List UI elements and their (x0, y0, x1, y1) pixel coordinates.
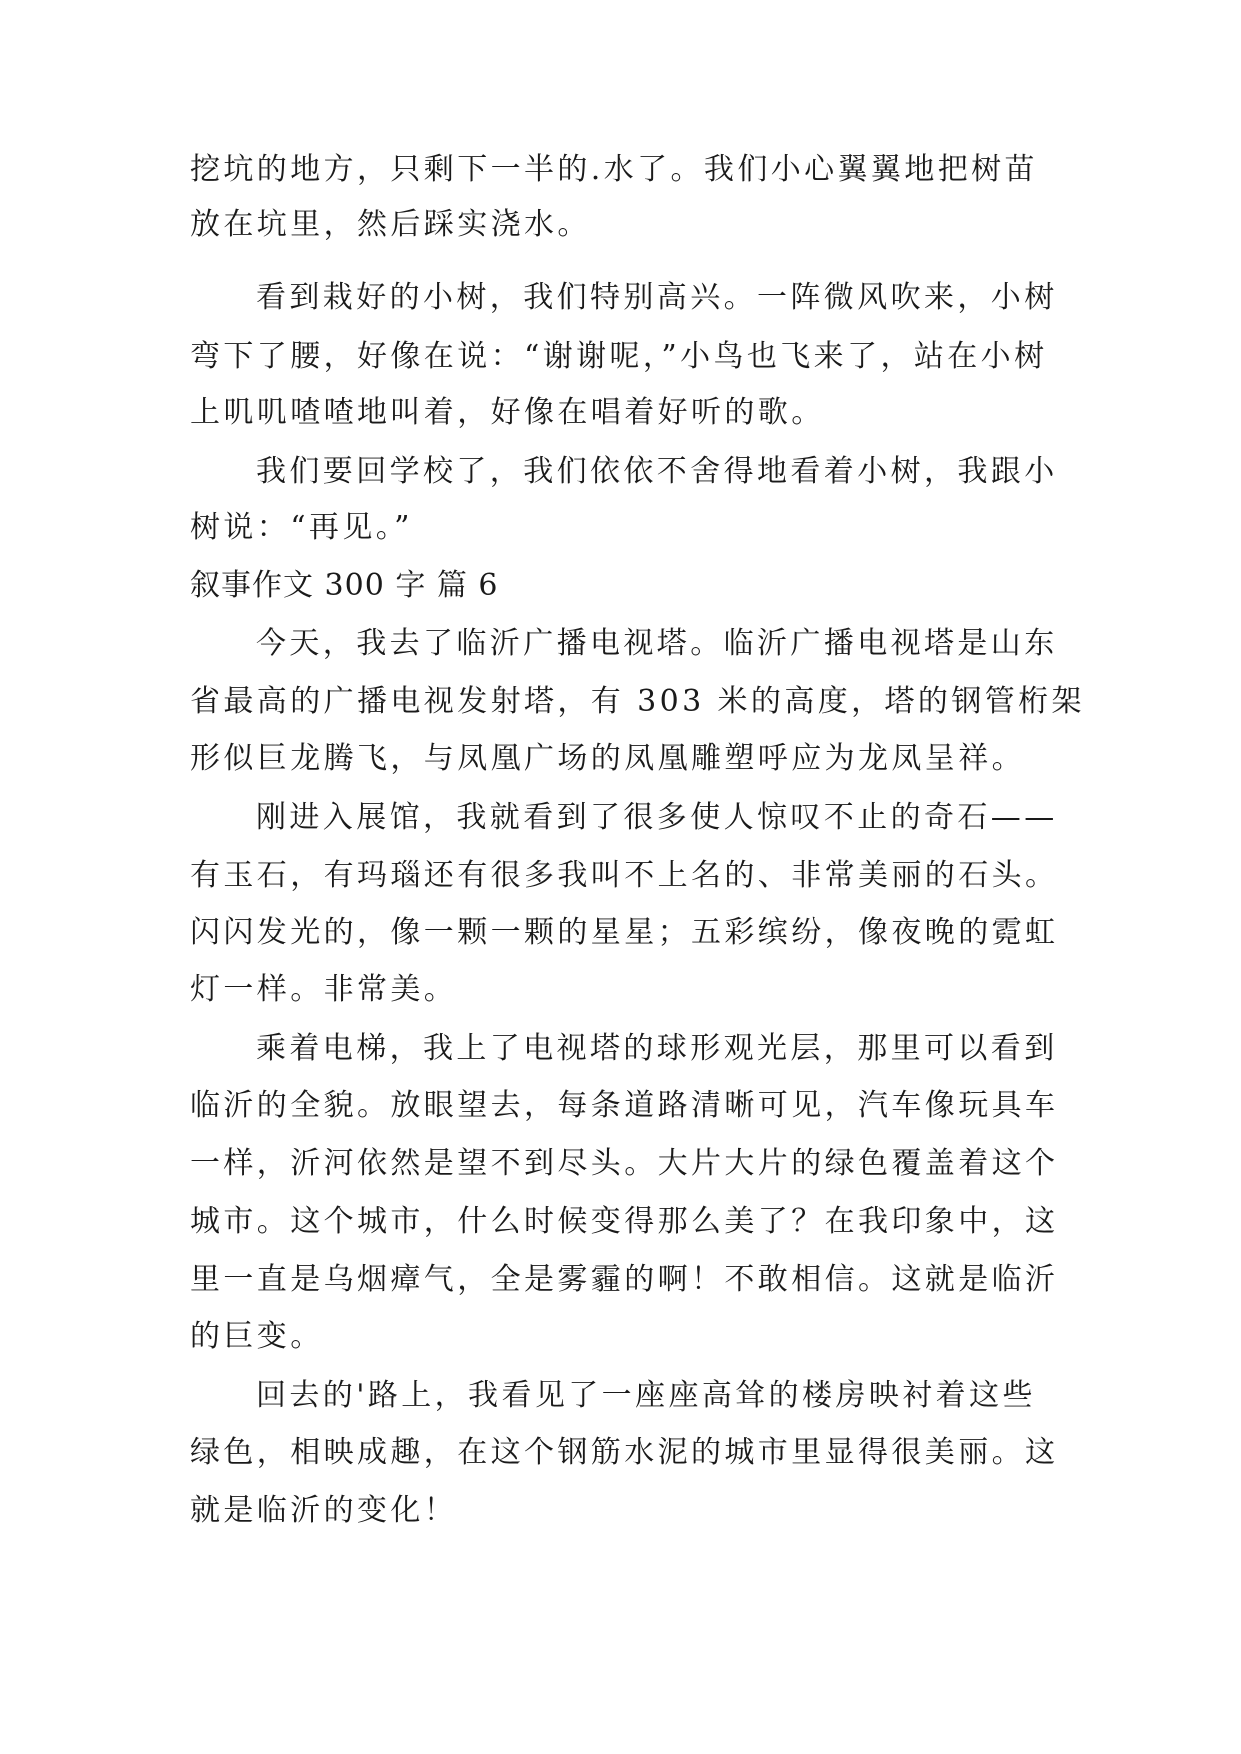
text-line: 就是临沂的变化！ (190, 1493, 458, 1528)
paragraph-first-line: 回去的'路上，我看见了一座座高耸的楼房映衬着这些 (256, 1378, 1036, 1413)
text-line: 树说：“再见。” (190, 510, 413, 545)
paragraph-first-line: 今天，我去了临沂广播电视塔。临沂广播电视塔是山东 (256, 626, 1058, 661)
text-line: 的巨变。 (190, 1319, 324, 1354)
text-line: 挖坑的地方，只剩下一半的.水了。我们小心翼翼地把树苗 (190, 152, 1038, 187)
paragraph-first-line: 刚进入展馆，我就看到了很多使人惊叹不止的奇石—— (256, 800, 1058, 835)
text-line: 弯下了腰，好像在说：“谢谢呢，”小鸟也飞来了，站在小树 (190, 339, 1048, 374)
text-line: 临沂的全貌。放眼望去，每条道路清晰可见，汽车像玩具车 (190, 1088, 1059, 1123)
section-heading: 叙事作文 300 字 篇 6 (190, 568, 499, 603)
text-line: 放在坑里，然后踩实浇水。 (190, 207, 591, 242)
paragraph-first-line: 看到栽好的小树，我们特别高兴。一阵微风吹来，小树 (256, 280, 1058, 315)
text-line: 省最高的广播电视发射塔，有 303 米的高度，塔的钢管桁架 (190, 684, 1085, 719)
text-line: 城市。这个城市，什么时候变得那么美了？在我印象中，这 (190, 1204, 1059, 1239)
text-line: 一样，沂河依然是望不到尽头。大片大片的绿色覆盖着这个 (190, 1146, 1059, 1181)
paragraph-first-line: 乘着电梯，我上了电视塔的球形观光层，那里可以看到 (256, 1031, 1058, 1066)
text-line: 上叽叽喳喳地叫着，好像在唱着好听的歌。 (190, 395, 825, 430)
text-line: 形似巨龙腾飞，与凤凰广场的凤凰雕塑呼应为龙凤呈祥。 (190, 741, 1025, 776)
text-line: 闪闪发光的，像一颗一颗的星星；五彩缤纷，像夜晚的霓虹 (190, 915, 1059, 950)
text-line: 绿色，相映成趣，在这个钢筋水泥的城市里显得很美丽。这 (190, 1435, 1059, 1470)
text-line: 灯一样。非常美。 (190, 972, 458, 1007)
text-line: 有玉石，有玛瑙还有很多我叫不上名的、非常美丽的石头。 (190, 858, 1059, 893)
text-line: 里一直是乌烟瘴气，全是雾霾的啊！不敢相信。这就是临沂 (190, 1262, 1059, 1297)
paragraph-first-line: 我们要回学校了，我们依依不舍得地看着小树，我跟小 (256, 454, 1058, 489)
